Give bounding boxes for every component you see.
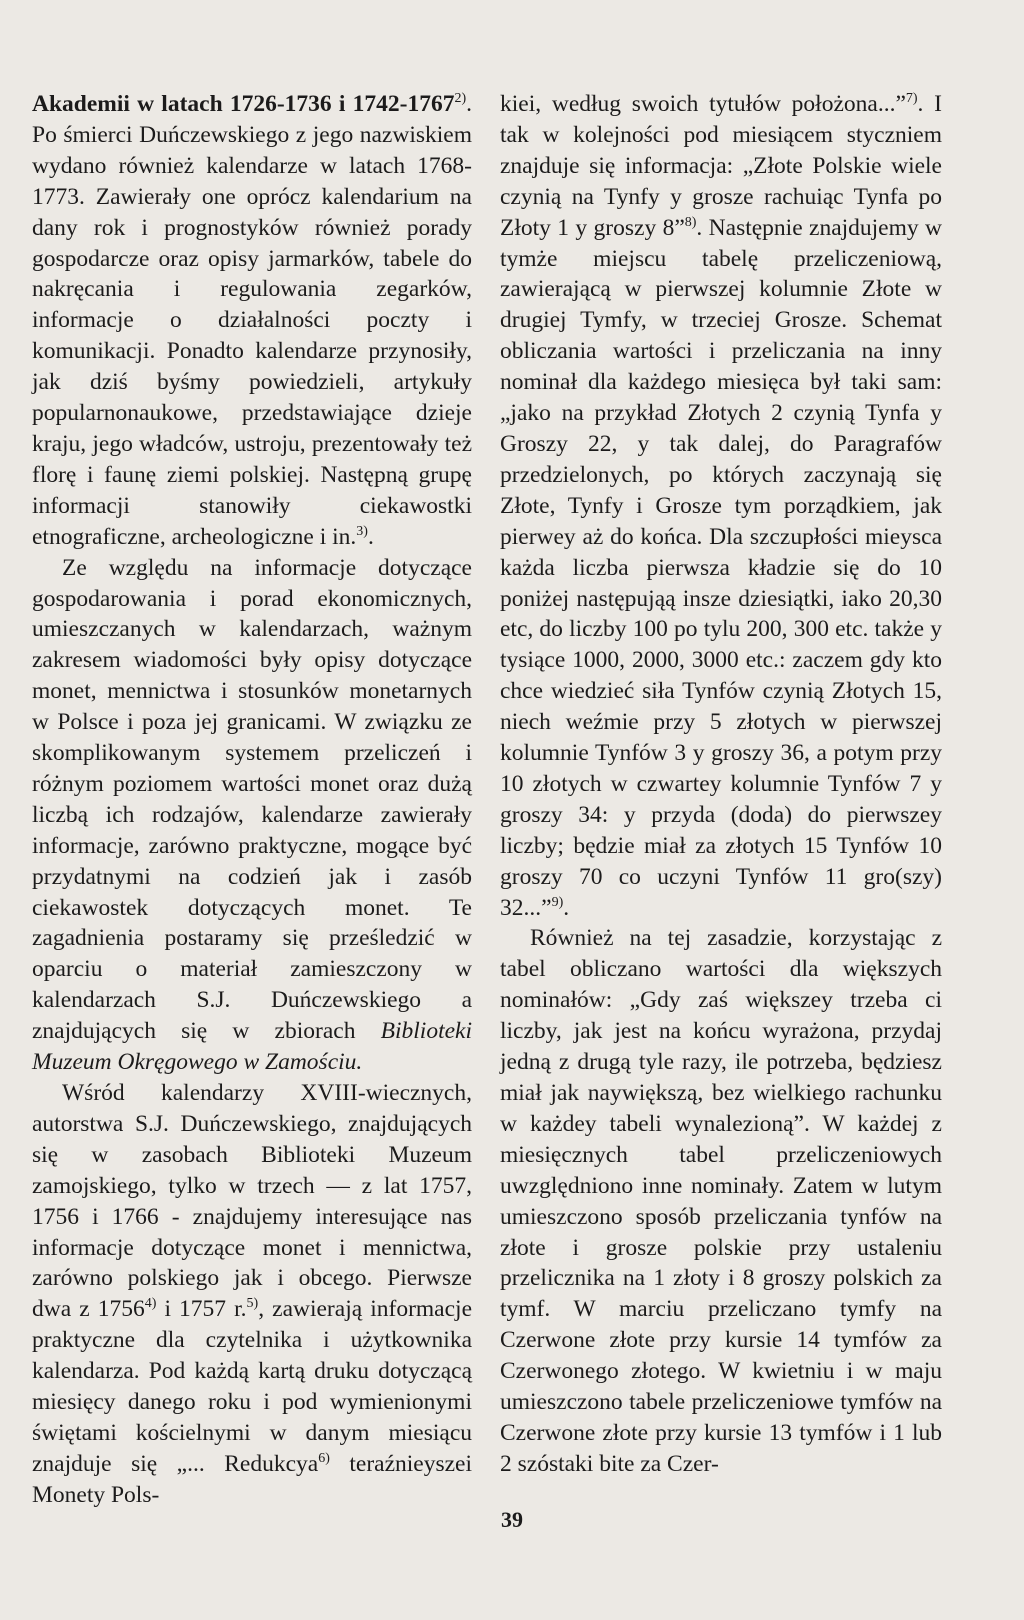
paragraph-calendars bbox=[32, 1078, 472, 1511]
paragraph-tables bbox=[500, 923, 942, 1479]
paragraph-text: . Po śmierci Duńczewskiego z jego nazwiskiem wydano również kalendarze w latach 1768-1773. Zawierały one oprócz kalendarium na dany rok i prognostyków również porady gospodarcze oraz opisy jarmarków, tabele do nakręcania i regulowania zegarków, informacje o działalności poczty i komunikacji. Ponadto kalendarze przynosiły, jak dziś byśmy powiedzieli, artykuły popularnonaukowe, przedstawiające dzieje kraju, jego władców, ustroju, prezentowały też florę i faunę ziemi polskiej. Następną grupę informacji stanowiły ciekawostki etnograficzne, archeologiczne i in. bbox=[32, 91, 472, 550]
footnote-ref-7: 7) bbox=[905, 91, 918, 106]
paragraph-text: , zawierają informacje praktyczne dla czytelnika i użytkownika kalendarza. Pod każdą kartą druku dotyczącą miesięcy danego roku i pod wymienionymi świętami kościelnymi w danym miesiącu znajduje się „... Redukcya bbox=[32, 1296, 472, 1477]
paragraph-text: . Następnie znajdujemy w tymże miejscu tabelę przeliczeniową, zawierającą w pierwszej kolumnie Złote w drugiej Tymfy, w trzeciej Grosze. Schemat obliczania wartości i przeliczania na inny nominał dla każdego miesięca był taki sam: „jako na przykład Złotych 2 czynią Tynfa y Groszy 22, y tak dalej, do Paragrafów przedzielonych, po których zaczynają się Złote, Tynfy i Grosze tym porządkiem, jak pierwey aż do końca. Dla szczupłości mieysca każda liczba pierwsza kładzie się do 10 poniżej następująą insze dziesiątki, iako 20,30 etc, do liczby 100 po tylu 200, 300 etc. także y tysiące 1000, 2000, 3000 etc.: zaczem gdy kto chce wiedzieć siła Tynfów czynią Złotych 15, niech weźmie przy 5 złotych w pierwszej kolumnie Tynfów 3 y groszy 36, a potym przy 10 złotych w czwartey kolumnie Tynfów 7 y groszy 34: y przyda (doda) do pierwszey liczby; będzie miał za złotych 15 Tynfów 10 groszy 70 co uczyni Tynfów 11 gro(szy) 32...” bbox=[500, 214, 942, 921]
paragraph-text: . I tak w kolejności pod miesiącem styczniem znajduje się informacja: „Złote Polskie wiele czynią na Tynfy y grosze rachuiąc Tynfa po Złoty 1 y groszy 8” bbox=[500, 91, 942, 241]
footnote-ref-6: 6) bbox=[318, 1450, 330, 1466]
footnote-ref-9: 9) bbox=[551, 894, 564, 910]
right-column bbox=[500, 89, 942, 1480]
paragraph-text-end: . bbox=[563, 894, 570, 921]
footnote-ref-2: 2) bbox=[454, 91, 467, 106]
footnote-ref-3: 3) bbox=[356, 523, 368, 539]
bold-lead-text: Akademii w latach 1726-1736 i 1742-1767 bbox=[32, 91, 455, 117]
paragraph-continued bbox=[500, 89, 942, 923]
paragraph-text: kiei, według swoich tytułów położona...” bbox=[500, 91, 906, 117]
paragraph-text-end: . bbox=[367, 523, 374, 550]
paragraph-text: teraźnieyszei Monety Pols- bbox=[32, 1450, 473, 1508]
paragraph-text: Również na tej zasadzie, korzystając z tabel obliczano wartości dla większych nominałów: „Gdy zaś większey trzeba ci liczby, jak jest na końcu wyrażona, przydaj jedną z drugą tyle razy, ile potrzeba, będziesz miał jak naywiększą, bez wielkiego rachunku w każdey tabeli wynalezioną”. W każdej z miesięcznych tabel przeliczeniowych uwzględniono inne nominały. Zatem w lutym umieszczono sposób przeliczania tynfów na złote i grosze polskie przy ustaleniu przelicznika na 1 złoty i 8 groszy polskich za tymf. W marciu przeliczano tymfy na Czerwone złote przy kursie 14 tymfów za Czerwonego złotego. W kwietniu i w maju umieszczono tabele przeliczeniowe tymfów na Czerwone złote przy kursie 13 tymfów i 1 lub 2 szóstaki bite za Czer- bbox=[500, 925, 942, 1477]
paragraph-text: Wśród kalendarzy XVIII-wiecznych, autorstwa S.J. Duńczewskiego, znajdujących się w zasobach Biblioteki Muzeum zamojskiego, tylko w trzech — z lat 1757, 1756 i 1766 - znajdujemy interesujące nas informacje dotyczące monet i mennictwa, zarówno polskiego jak i obcego. Pierwsze dwa z 1756 bbox=[32, 1080, 472, 1323]
left-column bbox=[32, 89, 472, 1511]
footnote-ref-8: 8) bbox=[684, 214, 697, 230]
footnote-ref-5: 5) bbox=[246, 1296, 259, 1312]
paragraph-text: i 1757 r. bbox=[156, 1296, 247, 1323]
page-number: 39 bbox=[501, 1507, 523, 1532]
paragraph-intro bbox=[32, 89, 472, 553]
paragraph-text: Ze względu na informacje dotyczące gospodarowania i porad ekonomicznych, umieszczanych w kalendarzach, ważnym zakresem wiadomości były opisy dotyczące monet, mennictwa i stosunków monetarnych w Polsce i poza jej granicami. W związku ze skomplikowanym systemem przeliczeń i różnym poziomem wartości monet oraz dużą liczbą ich rodzajów, kalendarze zawierały informacje, zarówno praktyczne, mogące być przydatnymi na codzień jak i zasób ciekawostek dotyczących monet. Te zagadnienia postaramy się prześledzić w oparciu o materiał zamieszczony w kalendarzach S.J. Duńczewskiego a znajdujących się w zbiorach bbox=[32, 554, 472, 1045]
paragraph-monetary bbox=[32, 553, 472, 1078]
footnote-ref-4: 4) bbox=[144, 1296, 157, 1312]
italic-source-name: Biblioteki Muzeum Okręgowego w Zamościu. bbox=[32, 1018, 472, 1076]
